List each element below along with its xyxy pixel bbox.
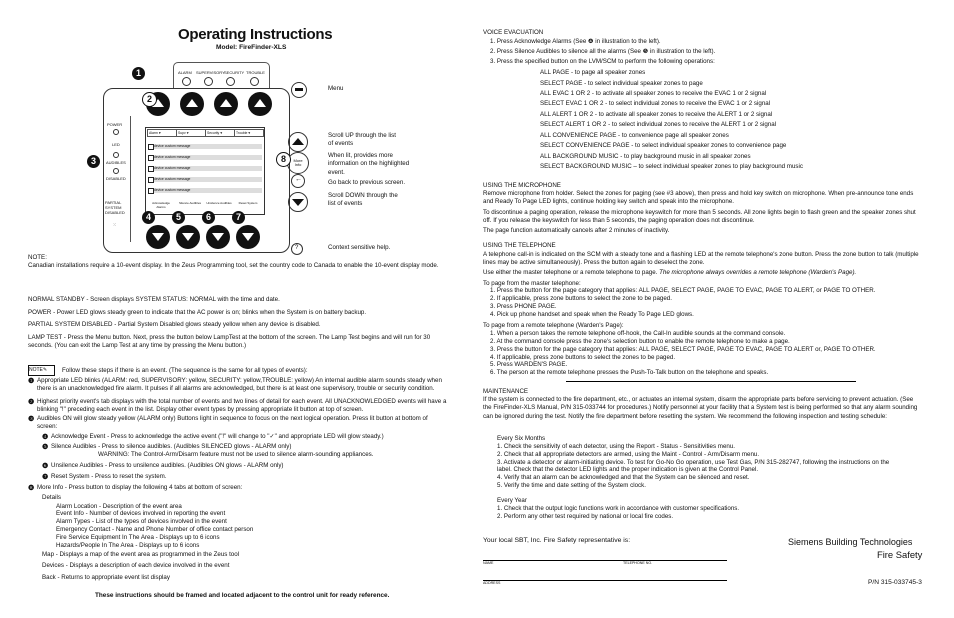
tab-buttons [146,94,278,114]
scroll-down-callout: Scroll DOWN through the list of events [328,192,398,208]
disabled-label: DISABLED [106,176,126,181]
led-label: LED [112,142,120,147]
master-step: 3. Press PHONE PAGE. [490,303,557,310]
address-line [483,580,727,581]
event-row[interactable] [148,155,262,160]
acknowledge-button[interactable] [146,225,170,249]
scroll-up-button[interactable] [288,132,308,152]
mic-paragraph-3: The page function automatically cancels after 2 minutes of inactivity. [483,227,670,234]
callout-7-icon: 7 [232,211,245,224]
alarm-led [182,77,191,86]
step1-text: Appropriate LED blinks (ALARM: red, SUPERVISORY: yellow, SECURITY: yellow,TROUBLE: yellow) An internal audible alarm sounds steady when there is an unacknowledged fire alarm. It pulses if all alarms are acknowledged, but there is at least one supervisory, trouble or security condition. [37,377,442,393]
step5-bullet-icon: ❺ [42,444,49,451]
callout-2-icon: 2 [142,92,157,107]
more-info-button[interactable] [287,152,309,174]
representative-label: Your local SBT, Inc. Fire Safety representative is: [483,537,631,544]
event-row[interactable] [148,166,262,171]
led-label-alarm: ALARM [178,70,192,75]
power-led [113,129,119,135]
remote-step: 1. When a person takes the remote telephone off-hook, the Call-In audible sounds at the command console. [490,330,786,337]
telephone-label: TELEPHONE NO. [623,561,653,565]
screen-tab-security[interactable]: Security ♥ [205,129,235,137]
step4-text: Acknowledge Event - Press to acknowledge the active event ("!" will change to "✓" and appropriate LED will glow steady.) [51,433,384,440]
callout-1-icon: 1 [132,67,145,80]
step7-text: Reset System - Press to reset the system. [51,473,167,480]
six-month-step: 2. Check that all appropriate detectors are armed, using the Maint - Control - Arm/Disarm menu. [497,451,760,458]
back-arrow-icon: ← [295,176,302,183]
step5-warning: WARNING: The Control-Arm/Disarm feature must not be used to silence alarm-sounding appliances. [98,451,374,458]
event-checkbox [148,166,154,172]
voice-op: ALL ALERT 1 OR 2 - to activate all speaker zones to receive the ALERT 1 or 2 signal [540,111,773,118]
voice-op: SELECT EVAC 1 OR 2 - to select individual zones to receive the EVAC 1 or 2 signal [540,100,771,107]
scroll-down-button[interactable] [288,192,308,212]
step6-text: Unsilence Audibles - Press to unsilence audibles. (Audibles ON glows - ALARM only) [51,462,284,469]
year-step: 1. Check that the output logic functions work in accordance with customer specifications. [497,505,740,512]
silence-button[interactable] [176,225,200,249]
voice-step: 2. Press Silence Audibles to silence all the alarms (See ❺ in illustration to the left). [490,48,716,55]
mic-heading: USING THE MICROPHONE [483,182,561,189]
telephone-paragraph-2 [483,269,856,277]
remote-step: 5. Press WARDEN'S PAGE. [490,361,568,368]
six-month-step: 1. Check the sensitivity of each detector, using the Report - Status - Sensitivities menu. [497,443,735,450]
mic-paragraph-2: To discontinue a paging operation, release the microphone keyswitch for more than 5 seconds. All zone lights begin to flash green and the speaker zones shut off. If you release the keyswitch for less than 5 seconds, the paging operation does not discontinue. [483,209,916,225]
event-checkbox [148,188,154,194]
screen-tab-supv[interactable]: Supv ♥ [176,129,206,137]
arrow-down-icon [292,199,304,206]
menu-callout: Menu [328,85,344,92]
menu-button[interactable] [291,82,307,98]
year-step: 2. Perform any other test required by national or local fire codes. [497,513,674,520]
led-label-security: SECURITY [224,70,245,75]
event-row[interactable] [148,188,262,193]
help-callout: Context sensitive help. [328,244,391,251]
disabled-led [113,168,119,174]
screen-label-unsilence: Unsilence Audibles [206,201,232,205]
six-month-step: 3. Activate a detector or alarm-initiating device. To test for Go-No Go operation, use Test Gas, P/N 315-282747, following the instructions on the [497,459,890,466]
brand-division: Fire Safety [877,549,923,560]
six-month-step: label. Check that the detector LED lights and the proper indication is given at the Control Panel. [497,466,759,473]
mic-paragraph-1: Remove microphone from holder. Select the zones for paging (see #3 above), then press and hold key switch on microphone. When pre-announce tone ends and Ready To Page LED lights, continue holding key switch and speak into the microphone. [483,190,914,206]
voice-step: 1. Press Acknowledge Alarms (See ❹ in illustration to the left). [490,38,661,45]
note-text: Canadian installations require a 10-event display. In the Zeus Programming tool, set the country code to Canada to enable the 10-event display mode. [28,262,439,269]
callout-3-icon: 3 [87,155,100,168]
scroll-up-callout: Scroll UP through the list of events [328,132,396,148]
details-item: Event Info - Number of devices involved in reporting the event [56,510,226,517]
screen-label-silence: Silence Audibles [178,201,201,205]
step4-bullet-icon: ❹ [42,434,49,441]
note-label: NOTE: [28,254,47,261]
supervisory-led [204,77,213,86]
remote-step: 2. At the command console press the zone's selection button to enable the remote telephone to make a page. [490,338,790,345]
go-back-callout: Go back to previous screen. [328,179,406,186]
telephone-paragraph-2b: The microphone always overrides a remote telephone (Warden's Page). [659,269,857,276]
voice-evac-heading: VOICE EVACUATION [483,29,544,36]
step3-text: Audibles ON will glow steady yellow (ALARM only) Buttons light in sequence to focus on the next logical operation. Press lit button at bottom of screen: [37,415,428,431]
event-text: device custom message [154,155,191,159]
step5-text: Silence Audibles - Press to silence audibles. (Audibles SILENCED glows - ALARM only) [51,443,292,450]
audibles-led [113,152,119,158]
event-checkbox [148,177,154,183]
event-checkbox [148,144,154,150]
master-step: 2. If applicable, press zone buttons to select the zone to be paged. [490,295,672,302]
voice-step: 3. Press the specified button on the LVM/SCM to perform the following operations: [490,58,715,65]
help-button[interactable] [291,243,303,255]
power-text: POWER - Power LED glows steady green to indicate that the AC power is on; blinks when the System is on battery backup. [28,309,367,316]
lcd-screen [145,127,265,215]
callout-8-icon: 8 [276,152,291,167]
screen-tab-trouble[interactable]: Trouble ♥ [234,129,264,137]
step1-bullet-icon: ❶ [28,378,35,385]
menu-icon [295,88,303,91]
voice-op: ALL BACKGROUND MUSIC - to play background music in all speaker zones [540,153,751,160]
steps-intro: Follow these steps if there is an event. (The sequence is the same for all types of events): [62,367,308,374]
audibles-label: AUDIBLES [106,160,126,165]
arrow-up-icon [292,138,304,145]
remote-step: 6. The person at the remote telephone presses the Push-To-Talk button on the telephone and speaks. [490,369,769,376]
event-text: device custom message [154,166,191,170]
step2-bullet-icon: ❷ [28,399,35,406]
screen-label-acknowledge: Acknowledge Alarms [152,201,170,209]
step8-bullet-icon: ❽ [28,485,35,492]
details-item: Alarm Location - Description of the event area [56,503,182,510]
event-row[interactable] [148,177,262,182]
details-item: Fire Service Equipment In The Area - Displays up to 6 icons [56,534,220,541]
devices-item: Devices - Displays a description of each device involved in the event [42,562,230,569]
step2-text: Highest priority event's tab displays with the total number of events and two lines of detail for each event. All UNACKNOWLEDGED events will have a blinking "!" preceding each event in the list. Display other event types by pressing appropriate lit button at top of screen. [37,398,447,414]
details-item: Hazards/People In The Area - Displays up to 6 icons [56,542,200,549]
partial-system-disabled-label: PARTIAL SYSTEM DISABLED [105,200,125,215]
footer-note: These instructions should be framed and located adjacent to the control unit for ready reference. [95,592,390,599]
event-text: device custom message [154,188,191,192]
step6-bullet-icon: ❻ [42,463,49,470]
event-text: device custom message [154,144,191,148]
page-title: Operating Instructions [178,26,333,43]
master-telephone-intro: To page from the master telephone: [483,280,581,287]
when-lit-callout: When lit, provides more information on the highlighted event. [328,152,410,176]
trouble-led [250,77,259,86]
telephone-heading: USING THE TELEPHONE [483,242,556,249]
step7-bullet-icon: ❼ [42,474,49,481]
six-month-step: 4. Verify that an alarm can be acknowledged and that the System can be silenced and reset. [497,474,750,481]
remote-step: 4. If applicable, press zone buttons to select the zones to be paged. [490,354,676,361]
voice-op: SELECT PAGE - to select individual speaker zones to page [540,80,703,87]
trouble-tab-button[interactable] [248,92,272,116]
callout-4-icon: 4 [142,211,155,224]
reset-button[interactable] [236,225,260,249]
remote-step: 3. Press the button for the page category that applies: ALL PAGE, SELECT PAGE, PAGE TO EVAC, PAGE TO ALERT or, PAGE TO OTHER. [490,346,876,353]
screen-tab-alarm[interactable]: Alarm ♥ [147,129,177,137]
model-label: Model: FireFinder-XLS [216,44,287,51]
telephone-paragraph-1: A telephone call-in is indicated on the SCM with a steady tone and a flashing LED at the remote telephone's zone button. Press the zone button to talk (multiple lines may be active simultaneously). Press the button again to deselect the zone. [483,251,919,267]
voice-op: SELECT BACKGROUND MUSIC – to select individual speaker zones to play background music [540,163,803,170]
back-item: Back - Returns to appropriate event list display [42,574,170,581]
voice-op: SELECT ALERT 1 OR 2 - to select individual zones to receive the ALERT 1 or 2 signal [540,121,777,128]
lamp-test-text: LAMP TEST - Press the Menu button. Next, press the button below LampTest at the bottom of the screen. The Lamp Test begins and will run for 30 seconds. (You can exit the Lamp Test at any time by pressing the Menu button.) [28,334,431,350]
telephone-paragraph-2a: Use either the master telephone or a remote telephone to page. [483,269,658,276]
six-months-heading: Every Six Months [497,435,546,442]
maintenance-paragraph: If the system is connected to the fire department, etc., or actuates an internal system, disarm the appropriate parts before servicing to prevent actuation. (See the FireFinder-XLS Manual, P/N 315-033744 for procedures.) Notify personnel at your facility that a System test is being performed so that any alarm sounding can be ignored during the test. Notify the fire department before resetting the system. We recommend the following inspection and testing schedule: [483,396,918,420]
remote-telephone-intro: To page from a remote telephone (Warden's Page): [483,322,624,329]
callout-5-icon: 5 [172,211,185,224]
voice-op: SELECT CONVENIENCE PAGE - to select individual speaker zones to convenience page [540,142,787,149]
master-step: 4. Pick up phone handset and speak when the Ready To Page LED glows. [490,311,694,318]
screen-label-reset: Reset System [238,201,258,205]
name-line [483,560,727,561]
step8-text: More Info - Press button to display the following 4 tabs at bottom of screen: [37,484,243,491]
six-month-step: 5. Verify the time and date setting of the System clock. [497,482,646,489]
help-icon: ? [295,245,299,251]
unsilence-button[interactable] [206,225,230,249]
voice-op: ALL PAGE - to page all speaker zones [540,69,646,76]
voice-op: ALL CONVENIENCE PAGE - to convenience page all speaker zones [540,132,729,139]
power-label: POWER [107,122,123,127]
security-led [226,77,235,86]
map-item: Map - Displays a map of the event area as programmed in the Zeus tool [42,551,240,558]
address-label: ADDRESS [483,581,501,585]
part-number: P/N 315-033745-3 [868,579,922,586]
details-label: Details [42,494,61,501]
normal-standby-text: NORMAL STANDBY - Screen displays SYSTEM STATUS: NORMAL with the time and date. [28,296,280,303]
maintenance-heading: MAINTENANCE [483,388,529,395]
details-item: Emergency Contact - Name and Phone Number of office contact person [56,526,254,533]
led-label-supervisory: SUPERVISORY [196,70,225,75]
side-strip [104,116,131,242]
divider [566,381,856,382]
partial-disabled-text: PARTIAL SYSTEM DISABLED - Partial System Disabled glows steady yellow when any device is disabled. [28,321,321,328]
led-label-trouble: TROUBLE [246,70,265,75]
callout-6-icon: 6 [202,211,215,224]
note-icon: NOTE✎ [28,365,55,376]
event-text: device custom message [154,177,191,181]
supv-tab-button[interactable] [180,92,204,116]
back-button[interactable] [291,174,305,188]
every-year-heading: Every Year [497,497,527,504]
security-tab-button[interactable] [214,92,238,116]
note-icon-text: NOTE [29,367,43,373]
keypad-icon: ⁙ [113,222,117,227]
details-item: Alarm Types - List of the types of devices involved in the event [56,518,227,525]
event-checkbox [148,155,154,161]
step3-bullet-icon: ❸ [28,416,35,423]
voice-op: ALL EVAC 1 OR 2 - to activate all speaker zones to receive the EVAC 1 or 2 signal [540,90,767,97]
more-info-label: More Info [293,158,303,167]
name-label: NAME [483,561,494,565]
event-row[interactable] [148,144,262,149]
brand-name: Siemens Building Technologies [788,537,913,547]
master-step: 1. Press the button for the page category that applies: ALL PAGE, SELECT PAGE, PAGE TO EVAC, PAGE TO ALERT, or PAGE TO OTHER. [490,287,876,294]
